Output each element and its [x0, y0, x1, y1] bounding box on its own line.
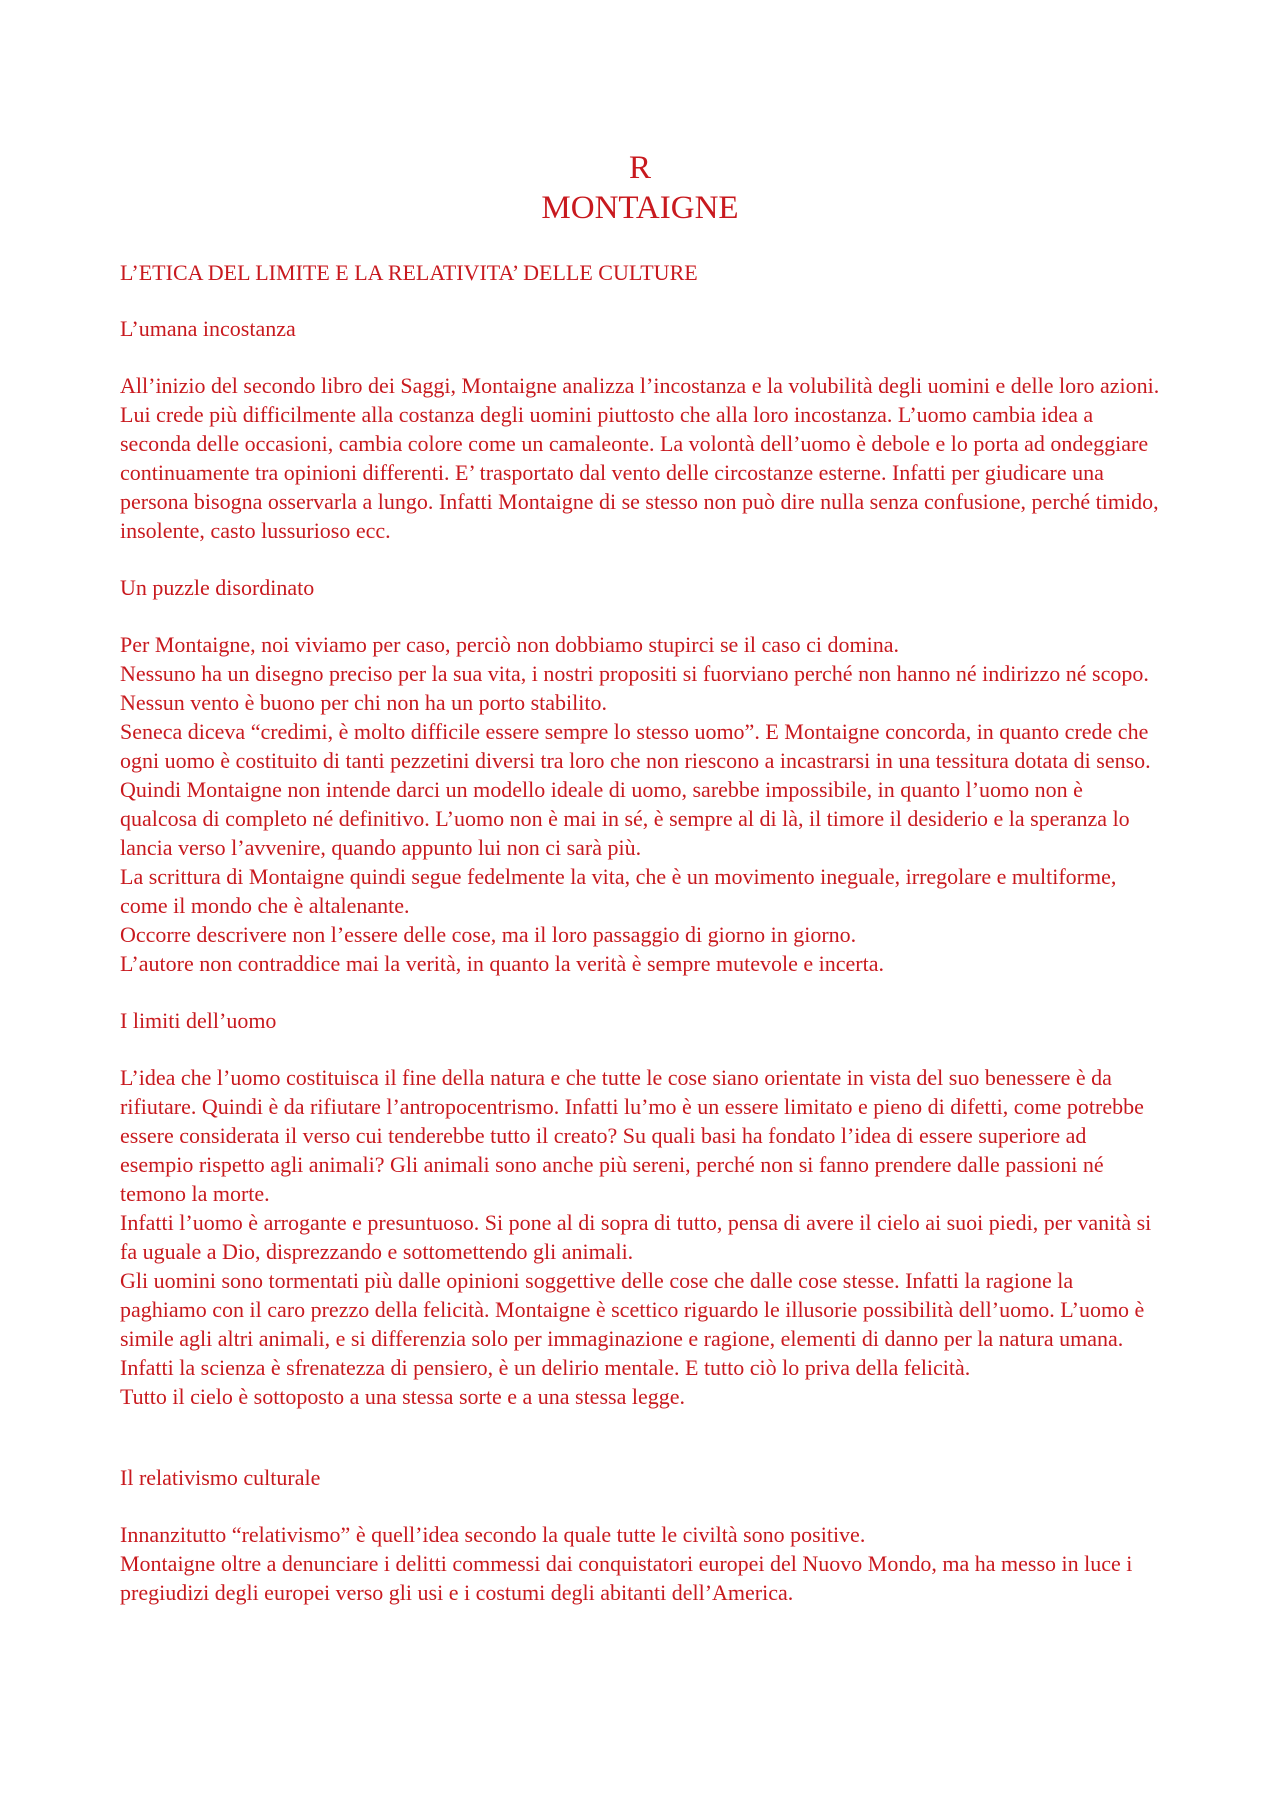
section-heading-umana-incostanza: L’umana incostanza: [120, 316, 296, 341]
section-heading-limiti-uomo: I limiti dell’uomo: [120, 1008, 277, 1033]
title-block: [120, 148, 1160, 228]
section-body-limiti-uomo: [120, 1063, 1160, 1411]
paragraph: La scrittura di Montaigne quindi segue fedelmente la vita, che è un movimento ineguale, irregolare e multiforme, come il mondo che è altalenante.: [120, 864, 1117, 918]
paragraph: L’idea che l’uomo costituisca il fine della natura e che tutte le cose siano orientate in vista del suo benessere è da rifiutare. Quindi è da rifiutare l’antropocentrismo. Infatti lu’mo è un essere limitato e pieno di difetti, come potrebbe essere considerata il verso cui tenderebbe tutto il creato? Su quali basi ha fondato l’idea di essere superiore ad esempio rispetto agli animali? Gli animali sono anche più sereni, perché non si fanno prendere dalle passioni né temono la morte.: [120, 1065, 1144, 1206]
paragraph: Montaigne oltre a denunciare i delitti commessi dai conquistatori europei del Nuovo Mondo, ma ha messo in luce i pregiudizi degli europei verso gli usi e i costumi degli abitanti dell’America.: [120, 1551, 1133, 1605]
section-body-relativismo-culturale: [120, 1520, 1160, 1607]
paragraph: L’autore non contraddice mai la verità, in quanto la verità è sempre mutevole e incerta.: [120, 951, 884, 976]
paragraph: Per Montaigne, noi viviamo per caso, perciò non dobbiamo stupirci se il caso ci domina.: [120, 632, 899, 657]
paragraph: Innanzitutto “relativismo” è quell’idea secondo la quale tutte le civiltà sono positive.: [120, 1522, 866, 1547]
paragraph: Nessuno ha un disegno preciso per la sua vita, i nostri propositi si fuorviano perché non hanno né indirizzo né scopo. Nessun vento è buono per chi non ha un porto stabilito.: [120, 661, 1149, 715]
paragraph: Infatti l’uomo è arrogante e presuntuoso. Si pone al di sopra di tutto, pensa di avere il cielo ai suoi piedi, per vanità si fa uguale a Dio, disprezzando e sottomettendo gli animali.: [120, 1210, 1152, 1264]
section-heading-relativismo-culturale: Il relativismo culturale: [120, 1465, 321, 1490]
paragraph: Tutto il cielo è sottoposto a una stessa sorte e a una stessa legge.: [120, 1384, 685, 1409]
section-heading-puzzle-disordinato: Un puzzle disordinato: [120, 575, 315, 600]
page-title: MONTAIGNE: [541, 190, 739, 226]
paragraph: Seneca diceva “credimi, è molto difficile essere sempre lo stesso uomo”. E Montaigne concorda, in quanto crede che ogni uomo è costituito di tanti pezzetini diversi tra loro che non riescono a incastrarsi in una tessitura dotata di senso. Quindi Montaigne non intende darci un modello ideale di uomo, sarebbe impossibile, in quanto l’uomo non è qualcosa di completo né definitivo. L’uomo non è mai in sé, è sempre al di là, il timore il desiderio e la speranza lo lancia verso l’avvenire, quando appunto lui non ci sarà più.: [120, 719, 1151, 860]
paragraph: All’inizio del secondo libro dei Saggi, Montaigne analizza l’incostanza e la volubilità degli uomini e delle loro azioni. Lui crede più difficilmente alla costanza degli uomini piuttosto che alla loro incostanza. L’uomo cambia idea a seconda delle occasioni, cambia colore come un camaleonte. La volontà dell’uomo è debole e lo porta ad ondeggiare continuamente tra opinioni differenti. E’ trasportato dal vento delle circostanze esterne. Infatti per giudicare una persona bisogna osservarla a lungo. Infatti Montaigne di se stesso non può dire nulla senza confusione, perché timido, insolente, casto lussurioso ecc.: [120, 373, 1160, 543]
title-letter: R: [628, 150, 651, 186]
main-heading: L’ETICA DEL LIMITE E LA RELATIVITA’ DELLE CULTURE: [120, 260, 698, 285]
section-body-umana-incostanza: [120, 371, 1160, 545]
paragraph: Gli uomini sono tormentati più dalle opinioni soggettive delle cose che dalle cose stesse. Infatti la ragione la paghiamo con il caro prezzo della felicità. Montaigne è scettico riguardo le illusorie possibilità dell’uomo. L’uomo è simile agli altri animali, e si differenzia solo per immaginazione e ragione, elementi di danno per la natura umana. Infatti la scienza è sfrenatezza di pensiero, è un delirio mentale. E tutto ciò lo priva della felicità.: [120, 1268, 1145, 1380]
section-body-puzzle-disordinato: [120, 630, 1160, 978]
paragraph: Occorre descrivere non l’essere delle cose, ma il loro passaggio di giorno in giorno.: [120, 922, 857, 947]
blank-line: [120, 1439, 1160, 1463]
